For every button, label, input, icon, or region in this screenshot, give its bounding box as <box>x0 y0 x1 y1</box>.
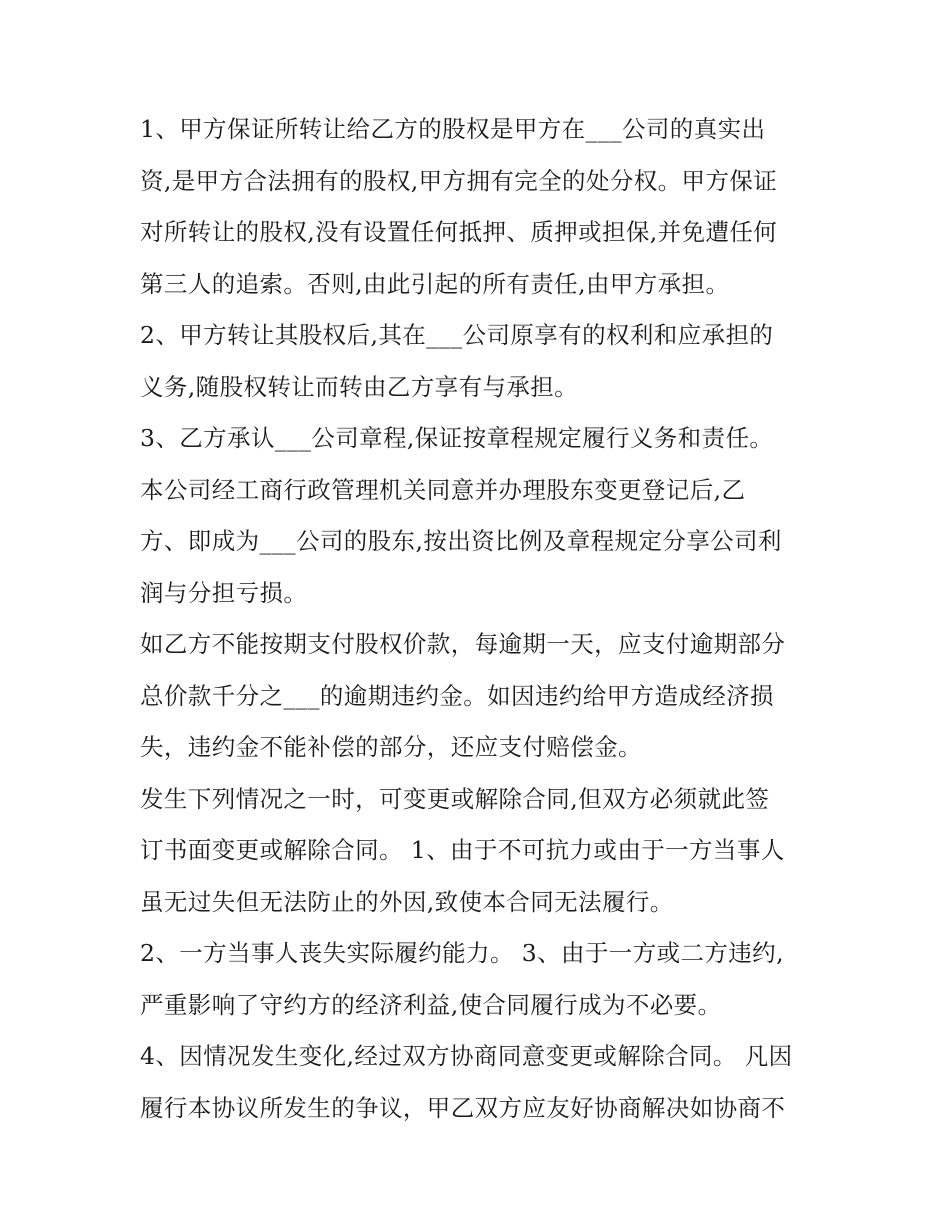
text-line: 严重影响了守约方的经济利益,使合同履行成为不必要。 <box>140 990 722 1019</box>
text-line: 1、甲方保证所转让给乙方的股权是甲方在___公司的真实出 <box>140 115 766 143</box>
text-line: 第三人的追索。否则,由此引起的所有责任,由甲方承担。 <box>140 269 730 298</box>
text-line: 发生下列情况之一时，可变更或解除合同,但双方必须就此签 <box>140 784 770 813</box>
text-line: 资,是甲方合法拥有的股权,甲方拥有完全的处分权。甲方保证 <box>140 166 778 195</box>
text-line: 4、因情况发生变化,经过双方协商同意变更或解除合同。 凡因 <box>140 1042 793 1070</box>
text-line: 总价款千分之___的逾期违约金。如因违约给甲方造成经济损 <box>140 681 774 710</box>
text-line: 方、即成为___公司的股东,按出资比例及章程规定分享公司利 <box>140 527 782 555</box>
text-line: 义务,随股权转让而转由乙方享有与承担。 <box>140 372 579 401</box>
text-line: 失，违约金不能补偿的部分，还应支付赔偿金。 <box>140 733 642 761</box>
text-line: 2、一方当事人丧失实际履约能力。 3、由于一方或二方违约, <box>140 939 784 967</box>
text-line: 3、乙方承认___公司章程,保证按章程规定履行义务和责任。 <box>140 424 774 452</box>
text-line: 如乙方不能按期支付股权价款，每逾期一天，应支付逾期部分 <box>140 630 786 658</box>
text-line: 履行本协议所发生的争议，甲乙双方应友好协商解决如协商不 <box>140 1093 786 1122</box>
text-line: 润与分担亏损。 <box>140 578 308 607</box>
text-line: 虽无过失但无法防止的外因,致使本合同无法履行。 <box>140 887 674 916</box>
text-line: 2、甲方转让其股权后,其在___公司原享有的权利和应承担的 <box>140 321 774 349</box>
text-line: 订书面变更或解除合同。 1、由于不可抗力或由于一方当事人 <box>140 836 785 864</box>
text-line: 对所转让的股权,没有设置任何抵押、质押或担保,并免遭任何 <box>140 218 778 246</box>
text-line: 本公司经工商行政管理机关同意并办理股东变更登记后,乙 <box>140 475 746 504</box>
document-body <box>140 104 820 1134</box>
